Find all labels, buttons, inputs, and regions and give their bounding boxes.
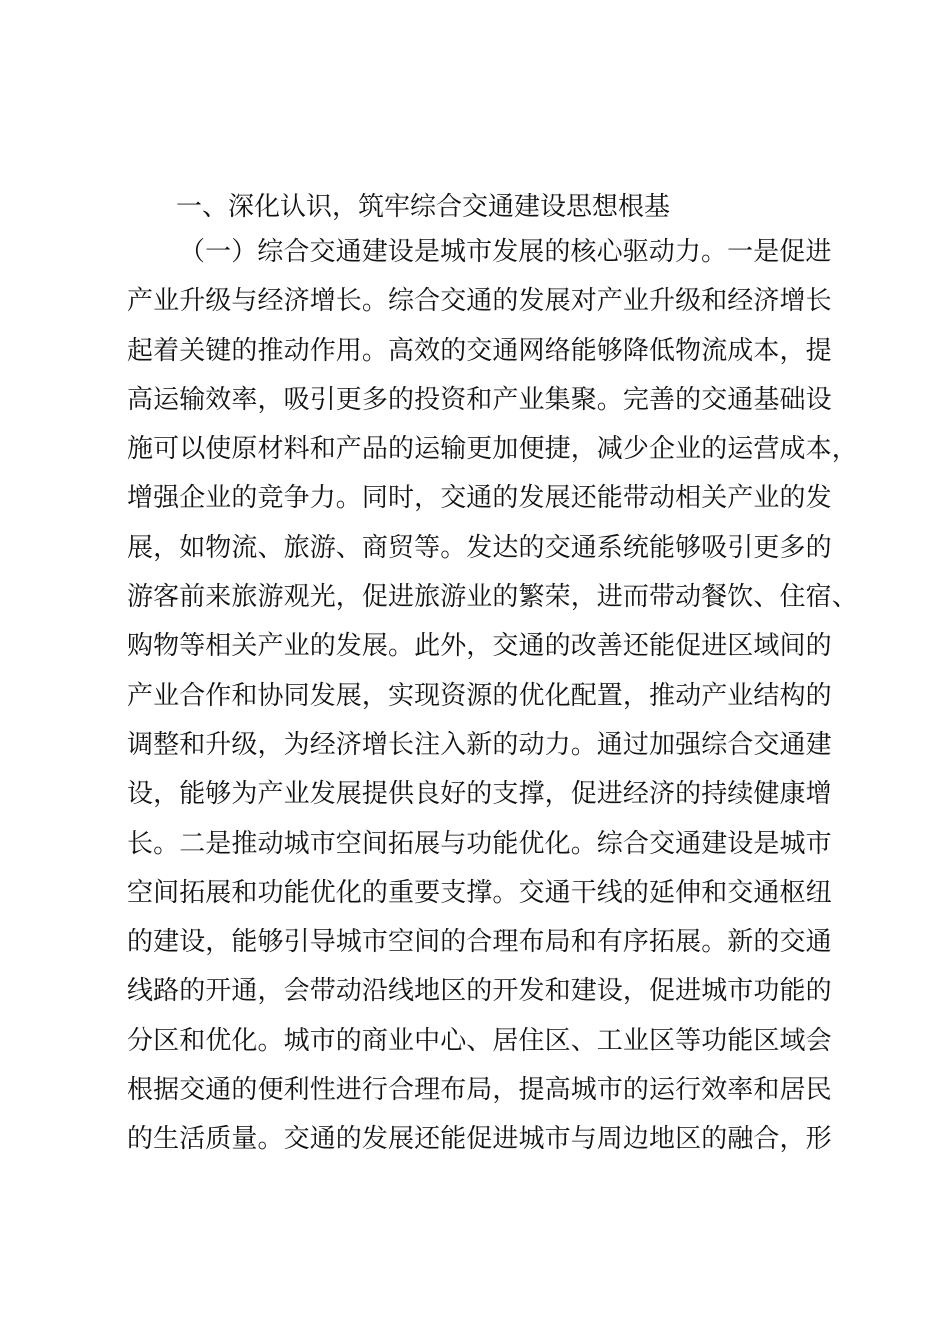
text-line: 游客前来旅游观光，促进旅游业的繁荣，进而带动餐饮、住宿、 (127, 582, 858, 613)
text-line: 展，如物流、旅游、商贸等。发达的交通系统能够吸引更多的 (127, 532, 832, 563)
text-line: 设，能够为产业发展提供良好的支撑，促进经济的持续健康增 (127, 779, 832, 810)
text-line: 的建设，能够引导城市空间的合理布局和有序拓展。新的交通 (127, 927, 832, 958)
text-line: 施可以使原材料和产品的运输更加便捷，减少企业的运营成本， (127, 434, 858, 465)
text-line: 增强企业的竞争力。同时，交通的发展还能带动相关产业的发 (127, 483, 832, 514)
body-text (127, 228, 858, 1165)
text-line: 产业合作和协同发展，实现资源的优化配置，推动产业结构的 (127, 680, 832, 711)
text-line: 长。二是推动城市空间拓展与功能优化。综合交通建设是城市 (127, 828, 832, 859)
text-line: 起着关键的推动作用。高效的交通网络能够降低物流成本，提 (127, 335, 832, 366)
text-line: 调整和升级，为经济增长注入新的动力。通过加强综合交通建 (127, 729, 832, 760)
text-line: 分区和优化。城市的商业中心、居住区、工业区等功能区域会 (127, 1025, 832, 1056)
text-line: 根据交通的便利性进行合理布局，提高城市的运行效率和居民 (127, 1075, 832, 1106)
text-line: 购物等相关产业的发展。此外，交通的改善还能促进区域间的 (127, 631, 832, 662)
text-line: 的生活质量。交通的发展还能促进城市与周边地区的融合，形 (127, 1124, 832, 1155)
text-line: 高运输效率，吸引更多的投资和产业集聚。完善的交通基础设 (127, 384, 832, 415)
text-line: 空间拓展和功能优化的重要支撑。交通干线的延伸和交通枢纽 (127, 877, 832, 908)
text-line: 线路的开通，会带动沿线地区的开发和建设，促进城市功能的 (127, 976, 832, 1007)
section-heading: 一、深化认识，筑牢综合交通建设思想根基 (176, 192, 671, 222)
text-line: 产业升级与经济增长。综合交通的发展对产业升级和经济增长 (127, 286, 832, 317)
text-line: （一）综合交通建设是城市发展的核心驱动力。一是促进 (179, 237, 832, 267)
